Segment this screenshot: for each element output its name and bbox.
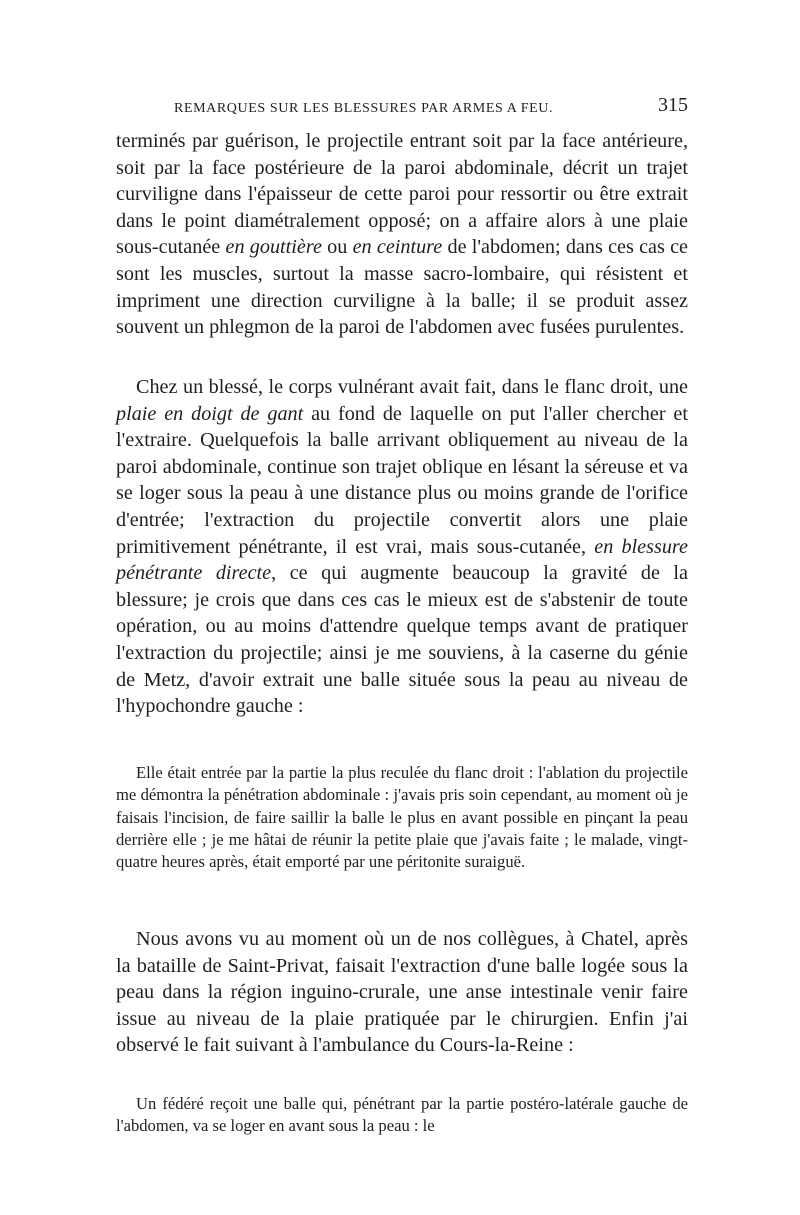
text-segment: terminés par guérison, le projectile entrant soit par la face antérieure, soit par la face postérieure de la paroi abdominale, décrit un trajet curviligne dans l'épaisseur de cette paroi pour ressortir ou être extrait dans le point diamétralement opposé; on a affaire alors à une plaie sous-cutanée (116, 130, 688, 259)
italic-term: en gouttière (225, 236, 322, 259)
text-segment: au fond de laquelle on put l'aller chercher et l'extraire. Quelquefois la balle arrivant obliquement au niveau de la paroi abdominale, continue son trajet oblique en lésant la séreuse et va se loger sous la peau à une distance plus ou moins grande de l'orifice d'entrée; l'extraction du projectile convertit alors une plaie primitivement pénétrante, il est vrai, mais sous-cutanée, (116, 402, 688, 558)
text-segment: de l'abdomen; dans ces cas ce sont les muscles, surtout la masse sacro-lombaire, qui résistent et impriment une direction curviligne à la balle; il se produit assez souvent un phlegmon de la paroi de l'abdomen avec fusées purulentes. (116, 236, 689, 339)
italic-term: plaie en doigt de gant (116, 402, 304, 425)
body-paragraph-2 (116, 374, 688, 720)
text-segment: Chez un blessé, le corps vulnérant avait fait, dans le flanc droit, une (136, 376, 688, 398)
text-segment: ou (321, 236, 353, 259)
text-segment: , ce qui augmente beaucoup la gravité de la blessure; je crois que dans ces cas le mieux est de s'abstenir de toute opération, ou au moins d'attendre quelque temps avant de pratiquer l'extraction du projectile; ainsi je me souviens, à la caserne du génie de Metz, d'avoir extrait une balle située sous la peau au niveau de l'hypochondre gauche : (116, 562, 688, 718)
page-number: 315 (658, 94, 688, 116)
case-observation-2: Un fédéré reçoit une balle qui, pénétrant par la partie postéro-latérale gauche de l'abdomen, va se loger en avant sous la peau : le (116, 1094, 688, 1136)
body-paragraph-1 (116, 128, 688, 341)
italic-term: en ceinture (352, 236, 443, 259)
body-paragraph-3: Nous avons vu au moment où un de nos collègues, à Chatel, après la bataille de Saint-Privat, faisait l'extraction d'une balle logée sous la peau dans la région inguino-crurale, une anse intestinale venir faire issue au niveau de la plaie pratiquée par le chirurgien. Enfin j'ai observé le fait suivant à l'ambulance du Cours-la-Reine : (116, 928, 688, 1057)
running-title: REMARQUES SUR LES BLESSURES PAR ARMES A FEU. (174, 101, 554, 116)
case-observation-1: Elle était entrée par la partie la plus reculée du flanc droit : l'ablation du projectile me démontra la pénétration abdominale : j'avais pris soin cependant, au moment où je faisais l'incision, de faire saillir la balle le plus en avant possible en pinçant la peau derrière elle ; je me hâtai de réunir la petite plaie que j'avais faite ; le malade, vingt-quatre heures après, était emporté par une péritonite suraiguë. (116, 763, 688, 872)
running-head (116, 93, 688, 123)
italic-term: en blessure pénétrante directe (116, 535, 688, 585)
